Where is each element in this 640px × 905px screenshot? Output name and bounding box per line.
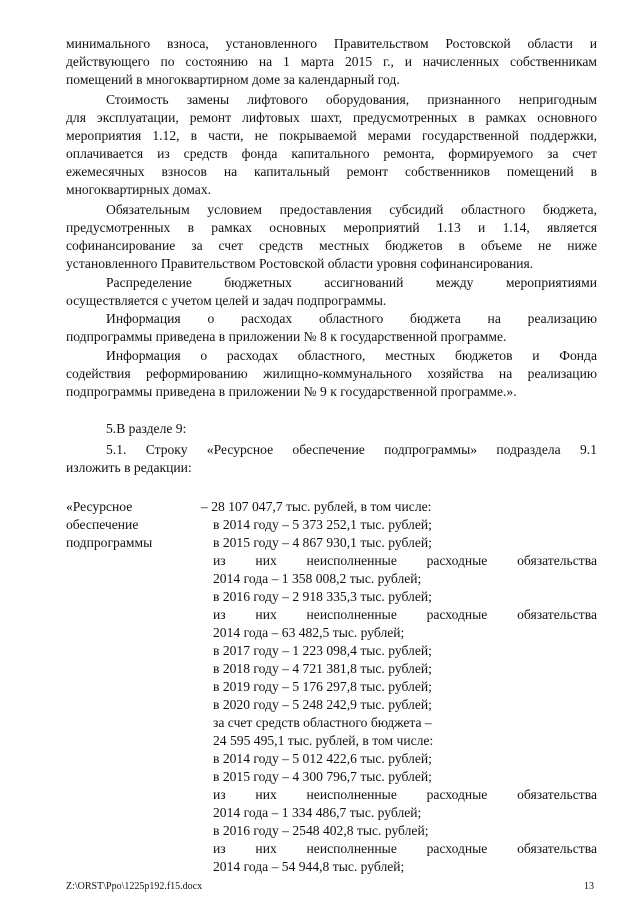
text-line: установленного Правительством Ростовской области уровня софинансирования. — [66, 256, 534, 271]
resource-line: в 2016 году – 2548 402,8 тыс. рублей; — [213, 823, 429, 838]
text-line: изложить в редакции: — [66, 460, 192, 475]
section-heading: 5.В разделе 9: — [106, 421, 187, 436]
text-line: Информация о расходах областного, местных бюджетов и Фонда — [106, 348, 597, 363]
text-line: осуществляется с учетом целей и задач подпрограммы. — [66, 293, 387, 308]
text-line: подпрограммы приведена в приложении № 8 к государственной программе. — [66, 329, 507, 344]
resource-line: в 2017 году – 1 223 098,4 тыс. рублей; — [213, 643, 432, 658]
text-line: Распределение бюджетных ассигнований между мероприятиями — [106, 275, 597, 290]
resource-line: – 28 107 047,7 тыс. рублей, в том числе: — [201, 499, 432, 514]
resource-label: подпрограммы — [66, 535, 153, 550]
resource-line: 24 595 495,1 тыс. рублей, в том числе: — [213, 733, 434, 748]
page-number: 13 — [584, 881, 594, 892]
text-line: Стоимость замены лифтового оборудования, признанного непригодным — [106, 92, 597, 107]
resource-line: в 2015 году – 4 300 796,7 тыс. рублей; — [213, 769, 432, 784]
text-line: Информация о расходах областного бюджета на реализацию — [106, 311, 597, 326]
resource-line: 2014 года – 1 334 486,7 тыс. рублей; — [213, 805, 422, 820]
text-line: содействия реформированию жилищно-коммунального хозяйства на реализацию — [66, 366, 597, 381]
text-line: предусмотренных в рамках основных мероприятий 1.13 и 1.14, является — [66, 220, 597, 235]
text-line: минимального взноса, установленного Правительством Ростовской области и — [66, 36, 597, 51]
resource-line: из них неисполненные расходные обязательства — [213, 607, 597, 622]
resource-line: 2014 года – 54 944,8 тыс. рублей; — [213, 859, 405, 874]
resource-line: в 2020 году – 5 248 242,9 тыс. рублей; — [213, 697, 432, 712]
resource-line: в 2018 году – 4 721 381,8 тыс. рублей; — [213, 661, 432, 676]
text-line: Обязательным условием предоставления субсидий областного бюджета, — [106, 202, 597, 217]
text-line: ежемесячных взносов на капитальный ремонт собственников помещений в — [66, 164, 597, 179]
resource-line: в 2016 году – 2 918 335,3 тыс. рублей; — [213, 589, 432, 604]
resource-line: в 2014 году – 5 012 422,6 тыс. рублей; — [213, 751, 432, 766]
text-line: 5.1. Строку «Ресурсное обеспечение подпрограммы» подраздела 9.1 — [106, 442, 597, 457]
text-line: для эксплуатации, ремонт лифтовых шахт, предусмотренных в рамках основного — [66, 110, 597, 125]
text-line: мероприятия 1.12, в части, не покрываемой мерами государственной поддержки, — [66, 128, 597, 143]
resource-line: из них неисполненные расходные обязательства — [213, 787, 597, 802]
resource-line: 2014 года – 63 482,5 тыс. рублей; — [213, 625, 405, 640]
resource-line: 2014 года – 1 358 008,2 тыс. рублей; — [213, 571, 422, 586]
resource-line: за счет средств областного бюджета – — [213, 715, 432, 730]
resource-label: обеспечение — [66, 517, 139, 532]
text-line: подпрограммы приведена в приложении № 9 к государственной программе.». — [66, 384, 517, 399]
text-line: действующего по состоянию на 1 марта 2015 г., и начисленных собственникам — [66, 54, 597, 69]
resource-line: в 2019 году – 5 176 297,8 тыс. рублей; — [213, 679, 432, 694]
resource-line: из них неисполненные расходные обязательства — [213, 553, 597, 568]
resource-line: в 2014 году – 5 373 252,1 тыс. рублей; — [213, 517, 432, 532]
text-line: софинансирование за счет средств местных бюджетов в объеме не ниже — [66, 238, 597, 253]
resource-line: из них неисполненные расходные обязательства — [213, 841, 597, 856]
resource-label: «Ресурсное — [66, 499, 133, 514]
text-line: помещений в многоквартирном доме за календарный год. — [66, 72, 400, 87]
footer-file-path: Z:\ORST\Ppo\1225p192.f15.docx — [66, 881, 203, 892]
text-line: оплачивается из средств фонда капитального ремонта, формируемого за счет — [66, 146, 597, 161]
resource-line: в 2015 году – 4 867 930,1 тыс. рублей; — [213, 535, 432, 550]
text-line: многоквартирных домах. — [66, 182, 212, 197]
